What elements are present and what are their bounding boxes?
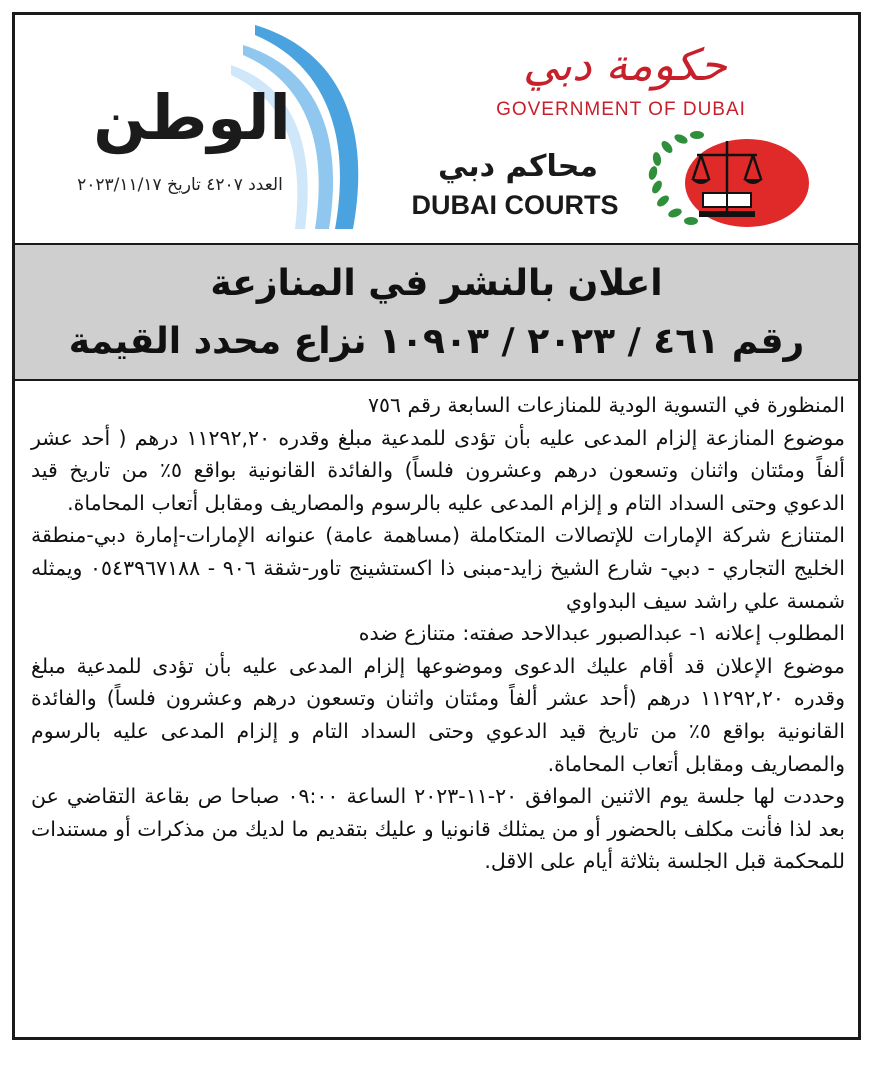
newspaper-name: الوطن bbox=[93, 81, 291, 154]
body-paragraph-hearing-date: وحددت لها جلسة يوم الاثنين الموافق ٢٠-١١-٢٠٢٣ الساعة ٠٩:٠٠ صباحا ص بقاعة التقاضي عن بعد لذا فأنت مكلف بالحضور أو من يمثلك قانونيا و عليك بتقديم ما لديك من مذكرات أو مستندات للمحكمة قبل الجلسة بثلاثة أيام على الاقل. bbox=[31, 784, 846, 874]
scales-of-justice-icon bbox=[635, 127, 811, 235]
body-paragraph-respondent: المطلوب إعلانه ١- عبدالصبور عبدالاحد صفته: متنازع ضده bbox=[358, 621, 845, 646]
body-paragraph-dispute-subject: موضوع المنازعة إلزام المدعى عليه بأن تؤدى للمدعية مبلغ وقدره ١١٢٩٢,٢٠ درهم ( أحد عشر ألفاً ومئتان واثنان وتسعون درهم وعشرون فلساً) والفائدة القانونية بواقع ٥٪ من تاريخ قيد الدعوي وحتى السداد التام و إلزام المدعى عليه بالرسوم والمصاريف ومقابل أتعاب المحاماة. bbox=[31, 425, 846, 515]
announcement-frame bbox=[12, 12, 861, 1040]
newspaper-issue-line: العدد ٤٢٠٧ تاريخ ٢٠٢٣/١١/١٧ bbox=[77, 175, 283, 195]
body-paragraph-notice-subject: موضوع الإعلان قد أقام عليك الدعوى وموضوعها إلزام المدعى عليه بأن تؤدى للمدعية مبلغ وقدره ١١٢٩٢,٢٠ درهم (أحد عشر ألفاً ومئتان واثنان وتسعون درهم وعشرون فلساً) والفائدة القانونية بواقع ٥٪ من تاريخ قيد الدعوي وحتى السداد التام و إلزام المدعى عليه بالرسوم والمصاريف ومقابل أتعاب المحاماة. bbox=[31, 653, 845, 776]
government-name-english: GOVERNMENT OF DUBAI bbox=[496, 99, 746, 120]
title-band bbox=[15, 243, 858, 381]
courts-name-english: DUBAI COURTS bbox=[411, 190, 619, 220]
header bbox=[15, 15, 858, 241]
title-line-1: اعلان بالنشر في المنازعة bbox=[210, 263, 663, 304]
title-line-2: رقم ٤٦١ / ٢٠٢٣ / ١٠٩٠٣ نزاع محدد القيمة bbox=[68, 321, 805, 362]
body-paragraph-case-reference: المنظورة في التسوية الودية للمنازعات السابعة رقم ٧٥٦ bbox=[367, 393, 845, 417]
body-paragraph-claimant: المتنازع شركة الإمارات للإتصالات المتكاملة (مساهمة عامة) عنوانه الإمارات-إمارة دبي-منطقة الخليج التجاري - دبي- شارع الشيخ زايد-مبنى ذا اكستشينج تاور-شقة ٩٠٦ - ٠٥٤٣٩٦٧١٨٨ ويمثله شمسة علي راشد سيف البدواوي bbox=[31, 523, 845, 613]
government-name-arabic: حكومة دبي bbox=[523, 40, 727, 91]
announcement-body bbox=[31, 389, 845, 878]
courts-name-arabic: محاكم دبي bbox=[438, 149, 598, 184]
